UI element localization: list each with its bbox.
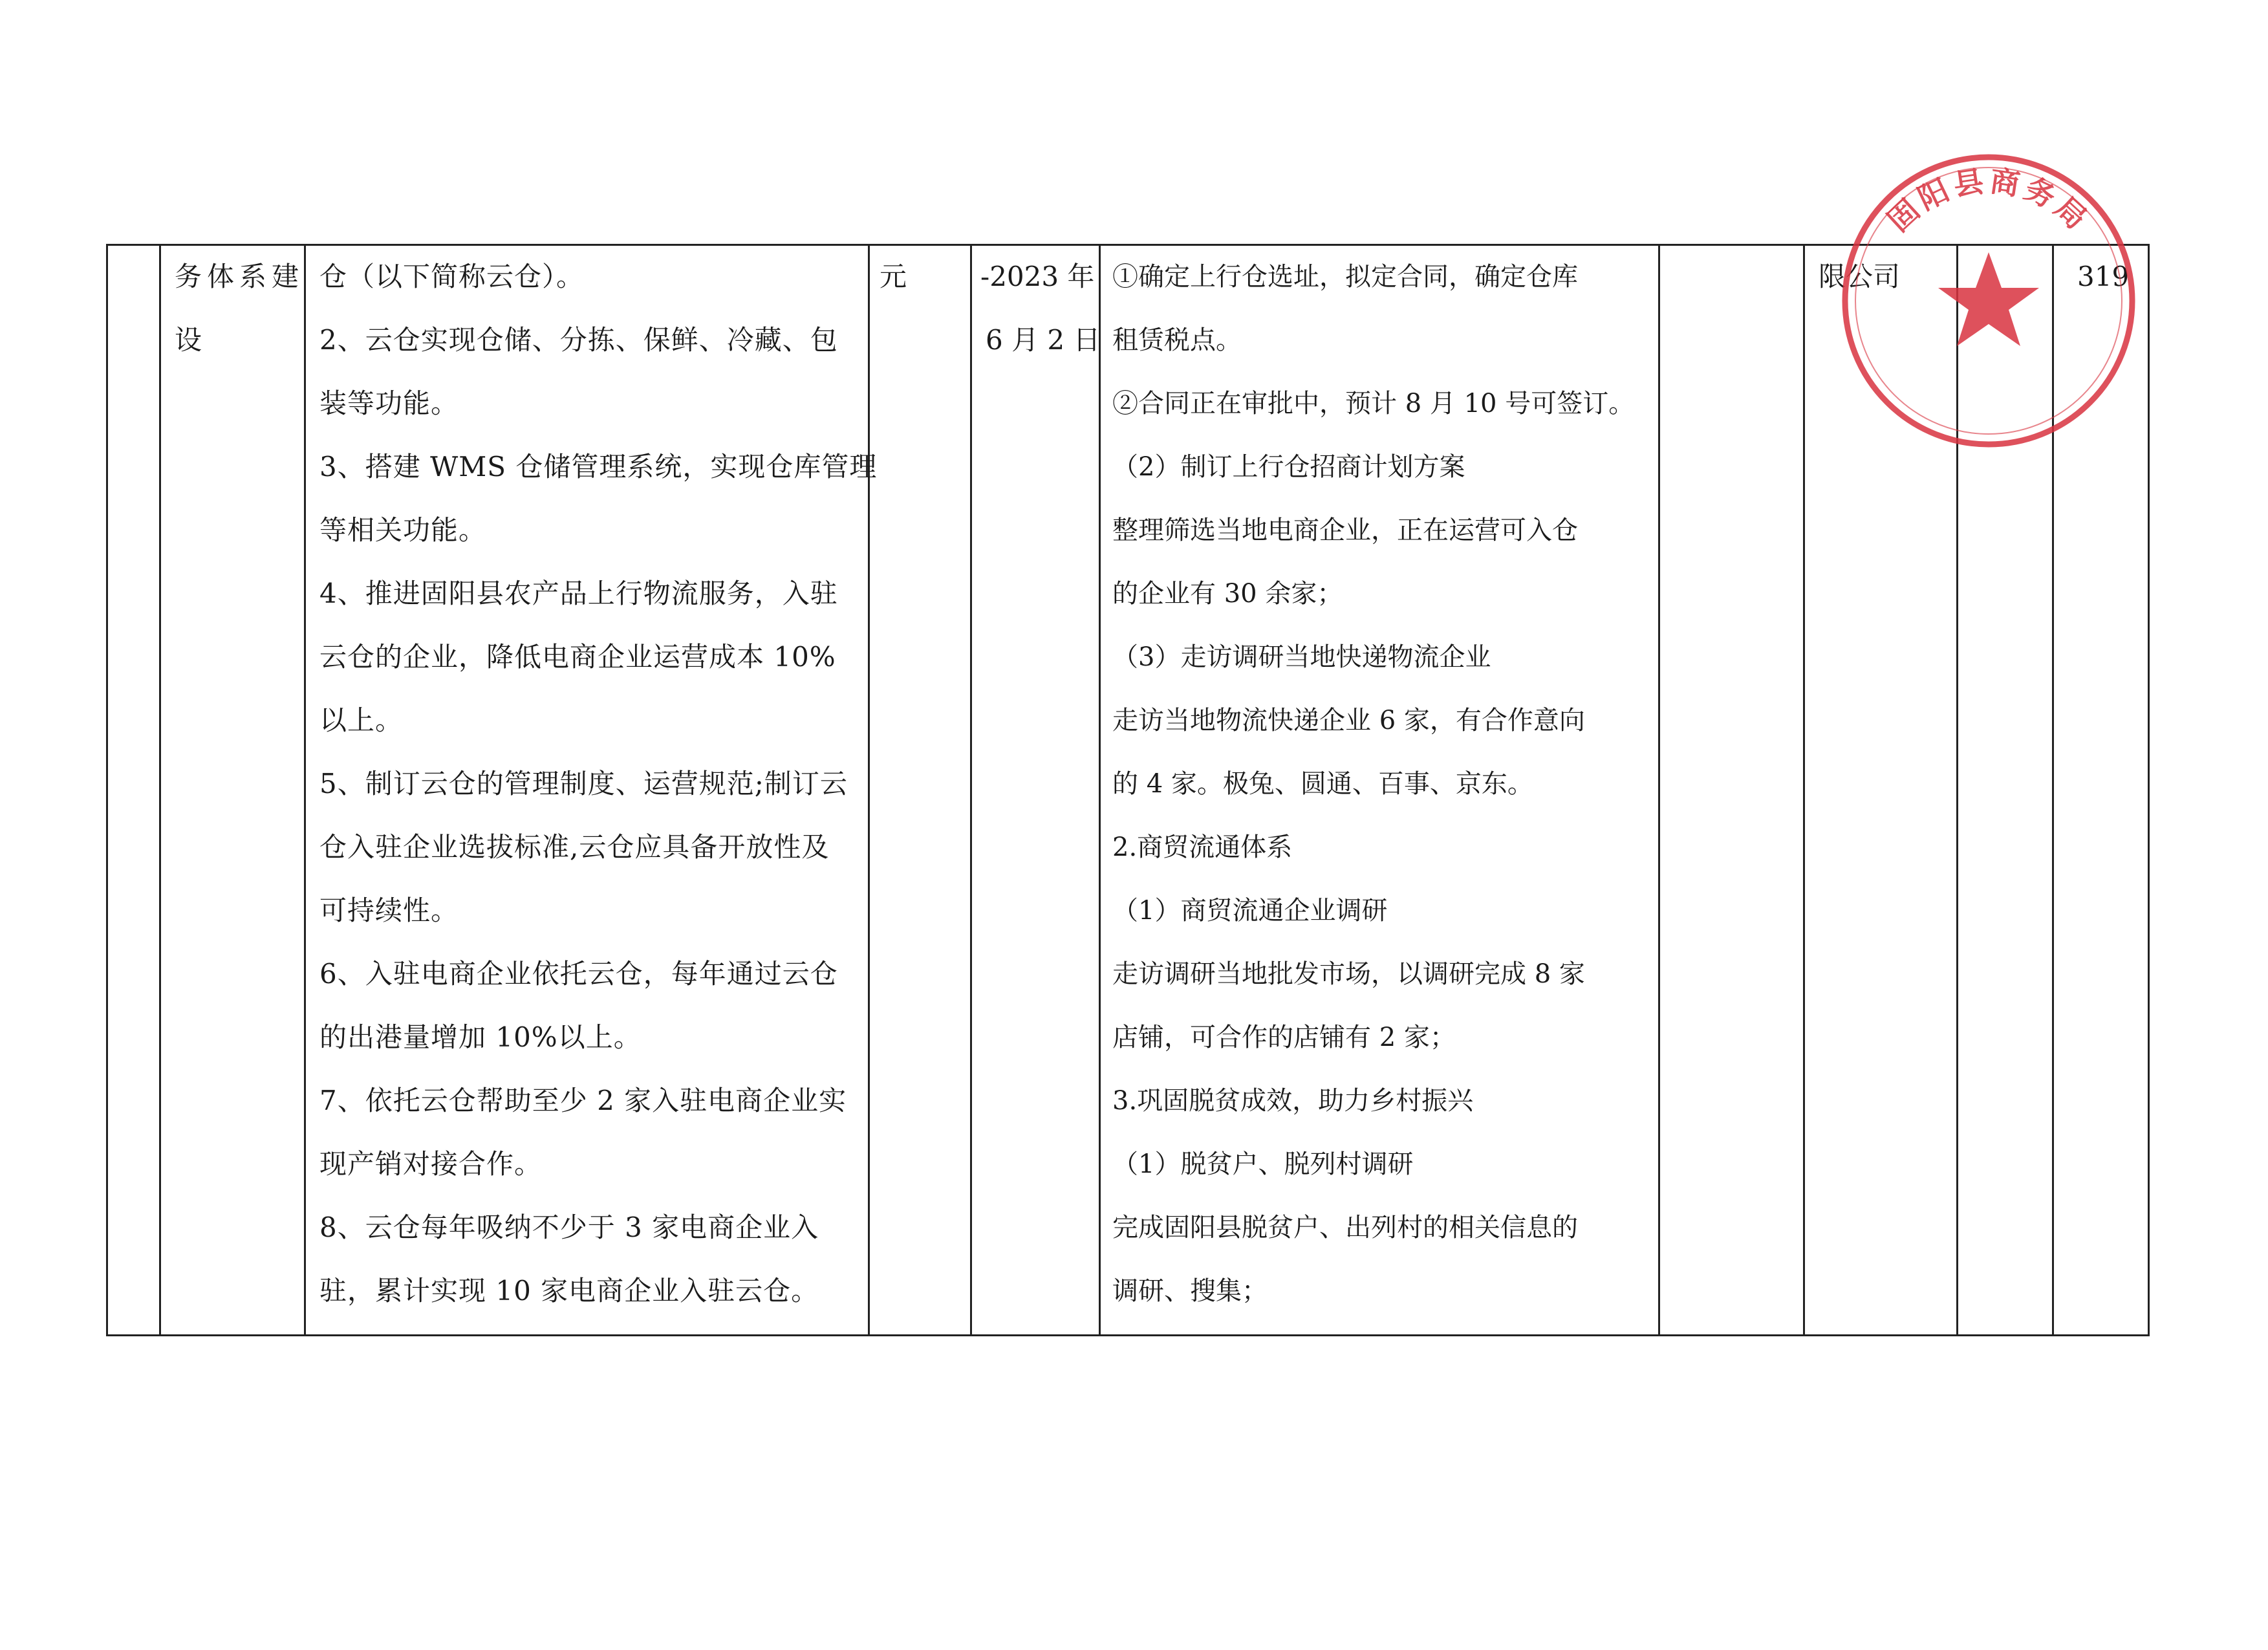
cell-progress bbox=[1112, 245, 1634, 1323]
cell-line: 3、搭建 WMS 仓储管理系统，实现仓库管理 bbox=[319, 451, 878, 483]
col-border-5 bbox=[1099, 244, 1101, 1336]
cell-line: 以上。 bbox=[319, 704, 404, 736]
col-border-10 bbox=[2148, 244, 2150, 1336]
cell-date bbox=[980, 245, 1101, 372]
svg-text:固阳县商务局 bbox=[1881, 163, 2096, 238]
cell-line: 的 4 家。极兔、圆通、百事、京东。 bbox=[1112, 769, 1533, 799]
cell-line: 店铺，可合作的店铺有 2 家； bbox=[1112, 1023, 1456, 1052]
col-border-7 bbox=[1803, 244, 1805, 1336]
cell-line: 仓入驻企业选拔标准,云仓应具备开放性及 bbox=[319, 831, 830, 863]
cell-line: 6、入驻电商企业依托云仓，每年通过云仓 bbox=[319, 958, 838, 990]
cell-line: 驻，累计实现 10 家电商企业入驻云仓。 bbox=[319, 1275, 819, 1307]
cell-line: （3）走访调研当地快递物流企业 bbox=[1112, 642, 1491, 672]
cell-line: 务体系建 bbox=[175, 261, 305, 292]
cell-line: 走访当地物流快递企业 6 家，有合作意向 bbox=[1112, 706, 1585, 735]
cell-line: 走访调研当地批发市场，以调研完成 8 家 bbox=[1112, 959, 1585, 989]
cell-line: 装等功能。 bbox=[319, 387, 459, 419]
cell-project-name bbox=[175, 245, 304, 372]
cell-line: 云仓的企业，降低电商企业运营成本 10% bbox=[319, 641, 836, 673]
cell-construction-content bbox=[319, 245, 877, 1323]
cell-line: 调研、搜集； bbox=[1112, 1276, 1268, 1306]
cell-line: 7、依托云仓帮助至少 2 家入驻电商企业实 bbox=[319, 1085, 847, 1116]
star-icon bbox=[1938, 252, 2039, 346]
cell-line: 4、推进固阳县农产品上行物流服务，入驻 bbox=[319, 578, 838, 609]
cell-line: 319 bbox=[2077, 261, 2130, 292]
cell-line: 可持续性。 bbox=[319, 895, 459, 926]
col-border-1 bbox=[159, 244, 161, 1336]
cell-line: 完成固阳县脱贫户、出列村的相关信息的 bbox=[1112, 1213, 1578, 1243]
cell-line: 6 月 2 日 bbox=[986, 324, 1101, 356]
seal-text: 固阳县商务局 bbox=[1881, 163, 2097, 239]
official-seal bbox=[1837, 149, 2141, 453]
cell-line: 的企业有 30 余家； bbox=[1112, 579, 1343, 609]
cell-line: （1）商贸流通企业调研 bbox=[1112, 896, 1388, 926]
col-border-0 bbox=[106, 244, 108, 1336]
col-border-4 bbox=[970, 244, 972, 1336]
cell-line: 2.商贸流通体系 bbox=[1112, 832, 1293, 862]
table-bottom-border bbox=[106, 1334, 2150, 1336]
cell-line: 整理筛选当地电商企业，正在运营可入仓 bbox=[1112, 516, 1578, 545]
cell-line: 的出港量增加 10%以上。 bbox=[319, 1021, 642, 1053]
cell-line: 仓（以下简称云仓）。 bbox=[319, 261, 585, 292]
cell-line: 8、云仓每年吸纳不少于 3 家电商企业入 bbox=[319, 1211, 819, 1243]
cell-line: 5、制订云仓的管理制度、运营规范;制订云 bbox=[319, 768, 848, 799]
cell-line: （2）制订上行仓招商计划方案 bbox=[1112, 452, 1465, 482]
cell-line: -2023 年 bbox=[980, 261, 1095, 292]
cell-line: 2、云仓实现仓储、分拣、保鲜、冷藏、包 bbox=[319, 324, 838, 356]
cell-line: 限公司 bbox=[1819, 261, 1901, 292]
cell-line: 3.巩固脱贫成效，助力乡村振兴 bbox=[1112, 1086, 1474, 1116]
col-border-2 bbox=[304, 244, 306, 1336]
cell-line: 等相关功能。 bbox=[319, 514, 487, 546]
cell-line: 现产销对接合作。 bbox=[319, 1148, 543, 1180]
cell-line: 租赁税点。 bbox=[1112, 325, 1242, 355]
cell-line: （1）脱贫户、脱列村调研 bbox=[1112, 1149, 1414, 1179]
cell-amount-unit bbox=[880, 245, 907, 309]
col-border-6 bbox=[1658, 244, 1660, 1336]
cell-line: 元 bbox=[880, 261, 907, 292]
cell-line: ②合同正在审批中，预计 8 月 10 号可签订。 bbox=[1112, 389, 1635, 418]
cell-line: 设 bbox=[175, 324, 208, 356]
cell-line: ①确定上行仓选址，拟定合同，确定仓库 bbox=[1112, 262, 1578, 292]
